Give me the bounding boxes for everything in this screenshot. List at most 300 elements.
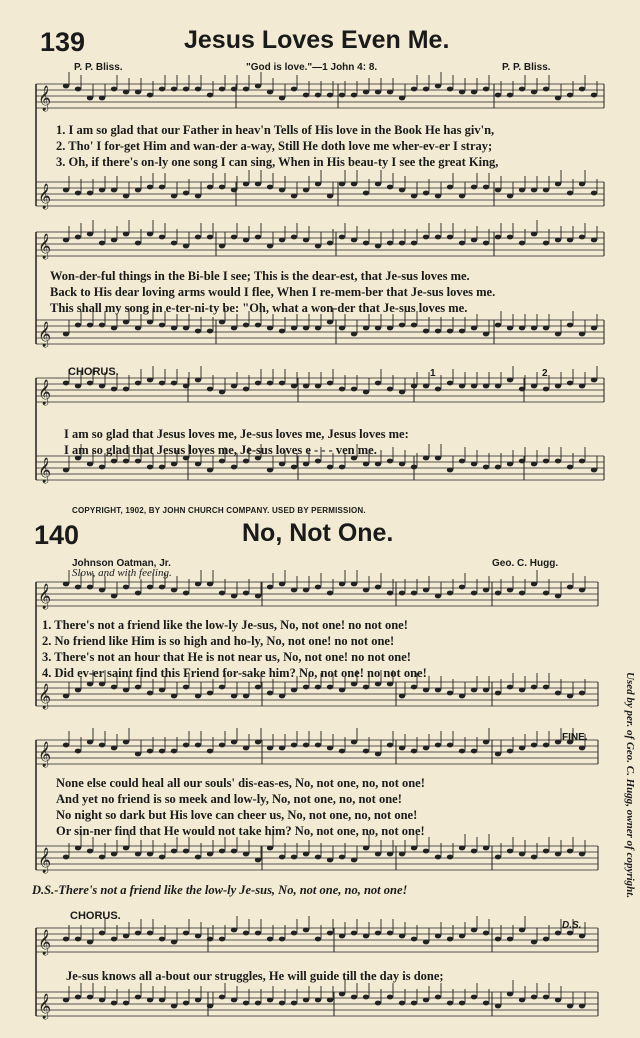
note-head: [411, 937, 417, 942]
note-head: [159, 998, 165, 1003]
note-head: [435, 194, 441, 199]
note-head: [399, 852, 405, 857]
note-head: [171, 694, 177, 699]
note-head: [591, 378, 597, 383]
note-head: [315, 459, 321, 464]
note-head: [459, 1001, 465, 1006]
note-head: [111, 188, 117, 193]
note-head: [363, 241, 369, 246]
note-head: [75, 846, 81, 851]
note-head: [123, 90, 129, 95]
note-head: [87, 740, 93, 745]
note-head: [75, 384, 81, 389]
note-head: [483, 384, 489, 389]
note-head: [387, 743, 393, 748]
note-head: [135, 685, 141, 690]
note-head: [291, 235, 297, 240]
note-head: [579, 332, 585, 337]
note-head: [351, 238, 357, 243]
note-head: [183, 743, 189, 748]
note-head: [303, 928, 309, 933]
note-head: [243, 87, 249, 92]
note-head: [459, 241, 465, 246]
note-head: [219, 591, 225, 596]
note-head: [159, 855, 165, 860]
note-head: [267, 691, 273, 696]
note-head: [135, 995, 141, 1000]
note-head: [147, 320, 153, 325]
note-head: [315, 93, 321, 98]
note-head: [147, 585, 153, 590]
note-head: [387, 682, 393, 687]
note-head: [171, 381, 177, 386]
note-head: [447, 87, 453, 92]
note-head: [279, 329, 285, 334]
note-head: [423, 588, 429, 593]
note-head: [243, 182, 249, 187]
note-head: [135, 591, 141, 596]
note-head: [411, 846, 417, 851]
note-head: [315, 937, 321, 942]
note-head: [555, 691, 561, 696]
note-head: [99, 998, 105, 1003]
note-head: [531, 326, 537, 331]
note-head: [543, 459, 549, 464]
note-head: [279, 855, 285, 860]
note-head: [495, 465, 501, 470]
chorus-label: CHORUS.: [68, 366, 119, 378]
note-head: [87, 849, 93, 854]
note-head: [483, 588, 489, 593]
note-head: [267, 90, 273, 95]
note-head: [291, 465, 297, 470]
note-head: [411, 241, 417, 246]
note-head: [279, 381, 285, 386]
note-head: [99, 465, 105, 470]
note-head: [507, 235, 513, 240]
note-head: [327, 320, 333, 325]
note-head: [447, 691, 453, 696]
note-head: [255, 182, 261, 187]
note-head: [87, 96, 93, 101]
note-head: [519, 188, 525, 193]
note-head: [459, 846, 465, 851]
note-head: [567, 931, 573, 936]
note-head: [267, 585, 273, 590]
note-head: [231, 384, 237, 389]
note-head: [387, 852, 393, 857]
note-head: [159, 688, 165, 693]
clef-symbol: 𝄞: [38, 584, 52, 609]
note-head: [375, 1001, 381, 1006]
note-head: [267, 846, 273, 851]
note-head: [303, 852, 309, 857]
note-head: [375, 326, 381, 331]
note-head: [207, 235, 213, 240]
note-head: [471, 688, 477, 693]
note-head: [519, 459, 525, 464]
lyric-line: None else could heal all our souls' dis-eas-es, No, not one, no, not one!: [56, 776, 425, 790]
note-head: [159, 749, 165, 754]
note-head: [195, 87, 201, 92]
note-head: [483, 1001, 489, 1006]
note-head: [315, 998, 321, 1003]
note-head: [159, 323, 165, 328]
note-head: [579, 384, 585, 389]
note-head: [207, 185, 213, 190]
note-head: [207, 1004, 213, 1009]
note-head: [123, 740, 129, 745]
note-head: [111, 87, 117, 92]
note-head: [279, 188, 285, 193]
note-head: [63, 743, 69, 748]
note-head: [99, 743, 105, 748]
note-head: [255, 1001, 261, 1006]
note-head: [435, 456, 441, 461]
note-head: [255, 323, 261, 328]
note-head: [183, 591, 189, 596]
note-head: [327, 998, 333, 1003]
note-head: [291, 931, 297, 936]
note-head: [507, 588, 513, 593]
note-head: [183, 191, 189, 196]
note-head: [99, 323, 105, 328]
note-head: [231, 326, 237, 331]
note-head: [351, 931, 357, 936]
note-head: [399, 96, 405, 101]
note-head: [579, 852, 585, 857]
note-head: [183, 931, 189, 936]
note-head: [531, 685, 537, 690]
note-head: [567, 191, 573, 196]
note-head: [159, 235, 165, 240]
note-head: [423, 456, 429, 461]
note-head: [315, 585, 321, 590]
note-head: [339, 93, 345, 98]
note-head: [411, 384, 417, 389]
note-head: [147, 749, 153, 754]
note-head: [279, 96, 285, 101]
note-head: [591, 238, 597, 243]
clef-symbol: 𝄞: [38, 848, 52, 873]
note-head: [411, 749, 417, 754]
lyric-line: 4. Did ev-er saint find this Friend for-sake him? No, not one! no not one!: [42, 666, 427, 680]
note-head: [411, 465, 417, 470]
note-head: [315, 384, 321, 389]
note-head: [219, 185, 225, 190]
note-head: [471, 90, 477, 95]
note-head: [183, 1001, 189, 1006]
note-head: [363, 846, 369, 851]
note-head: [435, 84, 441, 89]
note-head: [207, 329, 213, 334]
note-head: [147, 998, 153, 1003]
note-head: [303, 588, 309, 593]
note-head: [375, 931, 381, 936]
note-head: [543, 241, 549, 246]
note-head: [183, 87, 189, 92]
hymn-number: 139: [40, 27, 86, 57]
note-head: [231, 594, 237, 599]
note-head: [387, 995, 393, 1000]
note-head: [123, 232, 129, 237]
note-head: [555, 459, 561, 464]
chorus-lyrics-block: [64, 426, 409, 458]
note-head: [507, 326, 513, 331]
note-head: [339, 182, 345, 187]
note-head: [255, 594, 261, 599]
note-head: [243, 591, 249, 596]
note-head: [531, 855, 537, 860]
lyric-line: 3. Oh, if there's on-ly one song I can sing, When in His beau-ty I see the great King,: [56, 155, 499, 169]
note-head: [567, 585, 573, 590]
note-head: [183, 244, 189, 249]
note-head: [375, 852, 381, 857]
ds-instruction-line: D.S.-There's not a friend like the low-ly Je-sus, No, not one, no, not one!: [32, 883, 408, 897]
note-head: [63, 468, 69, 473]
note-head: [207, 937, 213, 942]
note-head: [63, 381, 69, 386]
note-head: [171, 1004, 177, 1009]
note-head: [435, 855, 441, 860]
note-head: [327, 194, 333, 199]
note-head: [375, 381, 381, 386]
note-head: [159, 87, 165, 92]
note-head: [183, 849, 189, 854]
note-head: [63, 855, 69, 860]
note-head: [399, 188, 405, 193]
tempo-marking: Slow, and with feeling.: [72, 567, 172, 579]
note-head: [291, 1001, 297, 1006]
note-head: [111, 937, 117, 942]
note-head: [459, 90, 465, 95]
note-head: [75, 323, 81, 328]
note-head: [327, 381, 333, 386]
note-head: [159, 381, 165, 386]
note-head: [579, 235, 585, 240]
note-head: [63, 188, 69, 193]
note-head: [531, 232, 537, 237]
note-head: [267, 746, 273, 751]
note-head: [423, 87, 429, 92]
note-head: [87, 381, 93, 386]
note-head: [351, 332, 357, 337]
composer-right: P. P. Bliss.: [502, 62, 551, 73]
note-head: [195, 329, 201, 334]
note-head: [435, 995, 441, 1000]
note-head: [111, 238, 117, 243]
note-head: [567, 323, 573, 328]
note-head: [471, 384, 477, 389]
note-head: [135, 188, 141, 193]
note-head: [411, 87, 417, 92]
note-head: [195, 694, 201, 699]
note-head: [219, 244, 225, 249]
note-head: [207, 749, 213, 754]
clef-symbol: 𝄞: [38, 742, 52, 767]
note-head: [411, 1001, 417, 1006]
note-head: [567, 1004, 573, 1009]
note-head: [279, 582, 285, 587]
note-head: [435, 594, 441, 599]
note-head: [351, 582, 357, 587]
clef-symbol: 𝄞: [38, 684, 52, 709]
clef-symbol: 𝄞: [38, 380, 52, 405]
note-head: [123, 934, 129, 939]
note-head: [471, 238, 477, 243]
note-head: [267, 381, 273, 386]
note-head: [339, 749, 345, 754]
note-head: [471, 995, 477, 1000]
lyric-line: Won-der-ful things in the Bi-ble I see; This is the dear-est, that Je-sus loves me.: [50, 269, 470, 283]
note-head: [99, 588, 105, 593]
note-head: [327, 685, 333, 690]
note-head: [171, 588, 177, 593]
note-head: [555, 238, 561, 243]
note-head: [111, 387, 117, 392]
note-head: [123, 846, 129, 851]
note-head: [279, 1001, 285, 1006]
composer-right: Geo. C. Hugg.: [492, 558, 559, 569]
note-head: [231, 87, 237, 92]
note-head: [135, 326, 141, 331]
note-head: [123, 1001, 129, 1006]
note-head: [435, 235, 441, 240]
note-head: [171, 241, 177, 246]
note-head: [495, 1004, 501, 1009]
note-head: [459, 384, 465, 389]
verse-lyrics-block: [56, 775, 425, 839]
note-head: [555, 931, 561, 936]
note-head: [255, 858, 261, 863]
note-head: [459, 694, 465, 699]
note-head: [591, 93, 597, 98]
note-head: [423, 688, 429, 693]
clef-symbol: 𝄞: [38, 930, 52, 955]
note-head: [555, 594, 561, 599]
note-head: [159, 185, 165, 190]
note-head: [363, 749, 369, 754]
verse-lyrics-block: [42, 617, 427, 681]
note-head: [183, 384, 189, 389]
note-head: [519, 591, 525, 596]
note-head: [531, 462, 537, 467]
note-head: [135, 459, 141, 464]
note-head: [207, 691, 213, 696]
note-head: [207, 582, 213, 587]
note-head: [339, 465, 345, 470]
note-head: [63, 582, 69, 587]
note-head: [351, 858, 357, 863]
note-head: [219, 685, 225, 690]
note-head: [231, 188, 237, 193]
note-head: [231, 928, 237, 933]
note-head: [411, 685, 417, 690]
note-head: [87, 191, 93, 196]
note-head: [399, 934, 405, 939]
note-head: [567, 694, 573, 699]
note-head: [351, 995, 357, 1000]
note-head: [147, 93, 153, 98]
lyric-line: I am so glad that Jesus loves me, Je-sus loves me, Jesus loves me:: [64, 427, 409, 441]
note-head: [351, 682, 357, 687]
note-head: [147, 691, 153, 696]
note-head: [315, 855, 321, 860]
note-head: [543, 87, 549, 92]
note-head: [123, 688, 129, 693]
note-head: [135, 752, 141, 757]
note-head: [519, 387, 525, 392]
note-head: [531, 995, 537, 1000]
note-head: [507, 378, 513, 383]
lyric-line: This shall my song in e-ter-ni-ty be: "Oh, what a won-der that Je-sus loves me.: [50, 301, 468, 315]
note-head: [87, 323, 93, 328]
note-head: [495, 752, 501, 757]
chorus-lyrics-block: [66, 968, 444, 984]
note-head: [195, 462, 201, 467]
note-head: [423, 940, 429, 945]
clef-symbol: 𝄞: [38, 994, 52, 1019]
note-head: [543, 387, 549, 392]
note-head: [243, 1001, 249, 1006]
note-head: [75, 87, 81, 92]
note-head: [255, 235, 261, 240]
lyric-line: Or sin-ner find that He would not take him? No, not one, no, not one!: [56, 824, 425, 838]
note-head: [495, 323, 501, 328]
note-head: [291, 194, 297, 199]
note-head: [111, 746, 117, 751]
note-head: [495, 235, 501, 240]
note-head: [111, 326, 117, 331]
note-head: [171, 194, 177, 199]
note-head: [567, 93, 573, 98]
note-head: [243, 459, 249, 464]
note-head: [207, 93, 213, 98]
note-head: [183, 326, 189, 331]
composer-left: P. P. Bliss.: [74, 62, 123, 73]
note-head: [519, 241, 525, 246]
verse-lyrics-block: [56, 122, 498, 170]
note-head: [375, 585, 381, 590]
note-head: [255, 740, 261, 745]
note-head: [207, 387, 213, 392]
clef-symbol: 𝄞: [38, 458, 52, 483]
note-head: [399, 462, 405, 467]
note-head: [519, 746, 525, 751]
note-head: [303, 93, 309, 98]
note-head: [267, 937, 273, 942]
note-head: [531, 90, 537, 95]
note-head: [279, 694, 285, 699]
note-head: [123, 194, 129, 199]
note-head: [363, 390, 369, 395]
note-head: [195, 194, 201, 199]
note-head: [255, 84, 261, 89]
note-head: [519, 326, 525, 331]
note-head: [447, 185, 453, 190]
note-head: [87, 995, 93, 1000]
verse-lyrics-block: [50, 268, 495, 316]
clef-symbol: 𝄞: [38, 234, 52, 259]
note-head: [291, 743, 297, 748]
note-head: [519, 688, 525, 693]
note-head: [507, 462, 513, 467]
note-head: [99, 855, 105, 860]
note-head: [435, 329, 441, 334]
note-head: [75, 749, 81, 754]
note-head: [591, 191, 597, 196]
note-head: [519, 852, 525, 857]
